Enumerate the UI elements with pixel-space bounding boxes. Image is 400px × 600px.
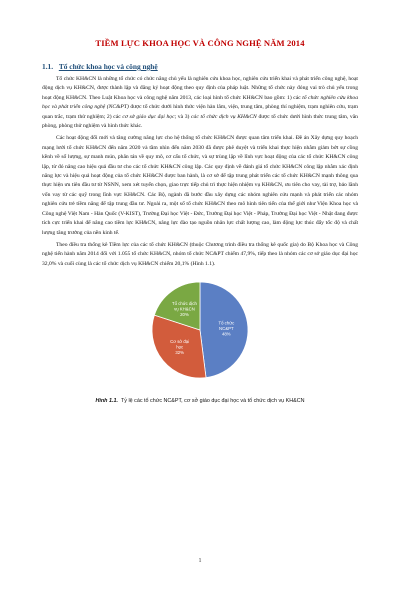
page-number: 1 [198, 558, 202, 564]
p1-text-b: tổ chức nghiên cứu khoa học và phát triển công nghệ (NC&PT) [42, 94, 358, 111]
pie-label-1-2: 32% [175, 350, 184, 356]
p1-text-g: được tổ chức dưới hình thức trung tâm, văn phòng, phòng thử nghiệm và hình thức khác. [42, 113, 358, 130]
pie-label-2-2: 20% [180, 312, 189, 318]
pie-label-2-0: Tổ chức dịch [172, 300, 197, 306]
paragraph-1 [42, 75, 358, 131]
p1-text-f: các tổ chức dịch vụ KH&CN [191, 113, 257, 120]
section-heading [42, 62, 358, 71]
p1-text-d: cơ sở giáo dục đại học [122, 113, 175, 120]
pie-label-1-0: Cơ sở đại [170, 339, 190, 345]
document-title: TIỀM LỰC KHOA HỌC VÀ CÔNG NGHỆ NĂM 2014 [95, 38, 305, 48]
pie-chart [142, 274, 262, 386]
pie-label-2-1: vụ KH&CN [174, 306, 195, 312]
figure-caption [42, 398, 358, 404]
pie-chart-area [42, 272, 358, 392]
p1-text-e: ; và 3) [174, 113, 192, 120]
paragraph-2: Các hoạt động đổi mới và tăng cường năng lực cho hệ thống tổ chức KH&CN được quan tâm triển khai. Đề án Xây dựng quy hoạch mạng lưới tổ chức KH&CN đến năm 2020 và tầm nhìn đến năm 2030 đã được phê duyệt và triển khai thực hiện nhằm giảm bớt sự cồng kềnh về số lượng, sự manh mún, phân tán về quy mô, cơ cấu tổ chức, và sự trùng lặp về lĩnh vực hoạt động của các tổ chức KH&CN công lập, từ đó nâng cao hiệu quả đầu tư cho các tổ chức KH&CN công lập. Các quy định về đánh giá tổ chức KH&CN công lập nhằm xác định năng lực và hiệu quả hoạt động của tổ chức KH&CN được ban hành, là cơ sở để tập trung phát triển các tổ chức KH&CN mạnh thông qua thực hiện ưu tiên đầu tư từ NSNN, xem xét tuyển chọn, giao trực tiếp chủ trì thực hiện nhiệm vụ KH&CN, ưu tiên cho vay, tài trợ, bảo lãnh vốn vay từ các quỹ trong lĩnh vực KH&CN. Các Bộ, ngành đã bước đầu xây dựng các nhóm nghiên cứu mạnh và phát triển các nhóm nghiên cứu trẻ tiềm năng để tập trung đầu tư. Ngoài ra, một số tổ chức KH&CN theo mô hình tiên tiến của thế giới như Viện Khoa học và Công nghệ Việt Nam - Hàn Quốc (V-KIST), Trường Đại học Việt - Đức, Trường Đại học Việt - Pháp, Trường Đại học Việt - Nhật đang được tích cực triển khai để nâng cao tiềm lực KH&CN, nâng lực đào tạo nguồn nhân lực chất lượng cao, làm động lực thúc đẩy tốc độ và chất lượng tăng trưởng của nền kinh tế. [42, 135, 358, 236]
caption-label: Hình 1.1. [95, 398, 118, 405]
caption-text: Tỷ lệ các tổ chức NC&PT, cơ sở giáo dục đại học và tổ chức dịch vụ KH&CN [120, 398, 305, 405]
paragraph-3: Theo điều tra thống kê Tiềm lực của các tổ chức KH&CN (thuộc Chương trình điều tra thống kê quốc gia) do Bộ Khoa học và Công nghệ tiến hành năm 2014 đối với 1.055 tổ chức KH&CN, nhóm tổ chức NC&PT chiếm 47,9%, tiếp theo là nhóm các cơ sở giáo dục đại học 32,0% và cuối cùng là các tổ chức dịch vụ KH&CN chiếm 20,1% (Hình 1.1). [42, 241, 358, 267]
section-number: 1.1. [42, 62, 54, 71]
pie-label-1-1: học [176, 344, 184, 350]
p1-text-c: được tổ chức dưới hình thức viện hàn lâm, viện, trung tâm, phòng thí nghiệm, trạm nghiên cứu, trạm quan trắc, trạm thử nghiệm; 2) các [42, 104, 358, 120]
pie-label-0-0: Tổ chức [218, 320, 235, 326]
section-title: Tổ chức khoa học và công nghệ [58, 62, 158, 71]
pie-label-0-1: NC&PT [219, 326, 234, 332]
p1-text-a: Tổ chức KH&CN là những tổ chức có chức năng chủ yếu là nghiên cứu khoa học, nghiên cứu triển khai và phát triển công nghệ, hoạt động dịch vụ KH&CN, được thành lập và đăng ký hoạt động theo quy định của pháp luật. Những tổ chức này đóng vai trò chủ yếu trong hoạt động KH&CN. Theo Luật Khoa học và công nghệ năm 2013, các loại hình tổ chức KH&CN bao gồm: 1) các [42, 76, 358, 101]
pie-label-0-2: 48% [222, 331, 231, 337]
